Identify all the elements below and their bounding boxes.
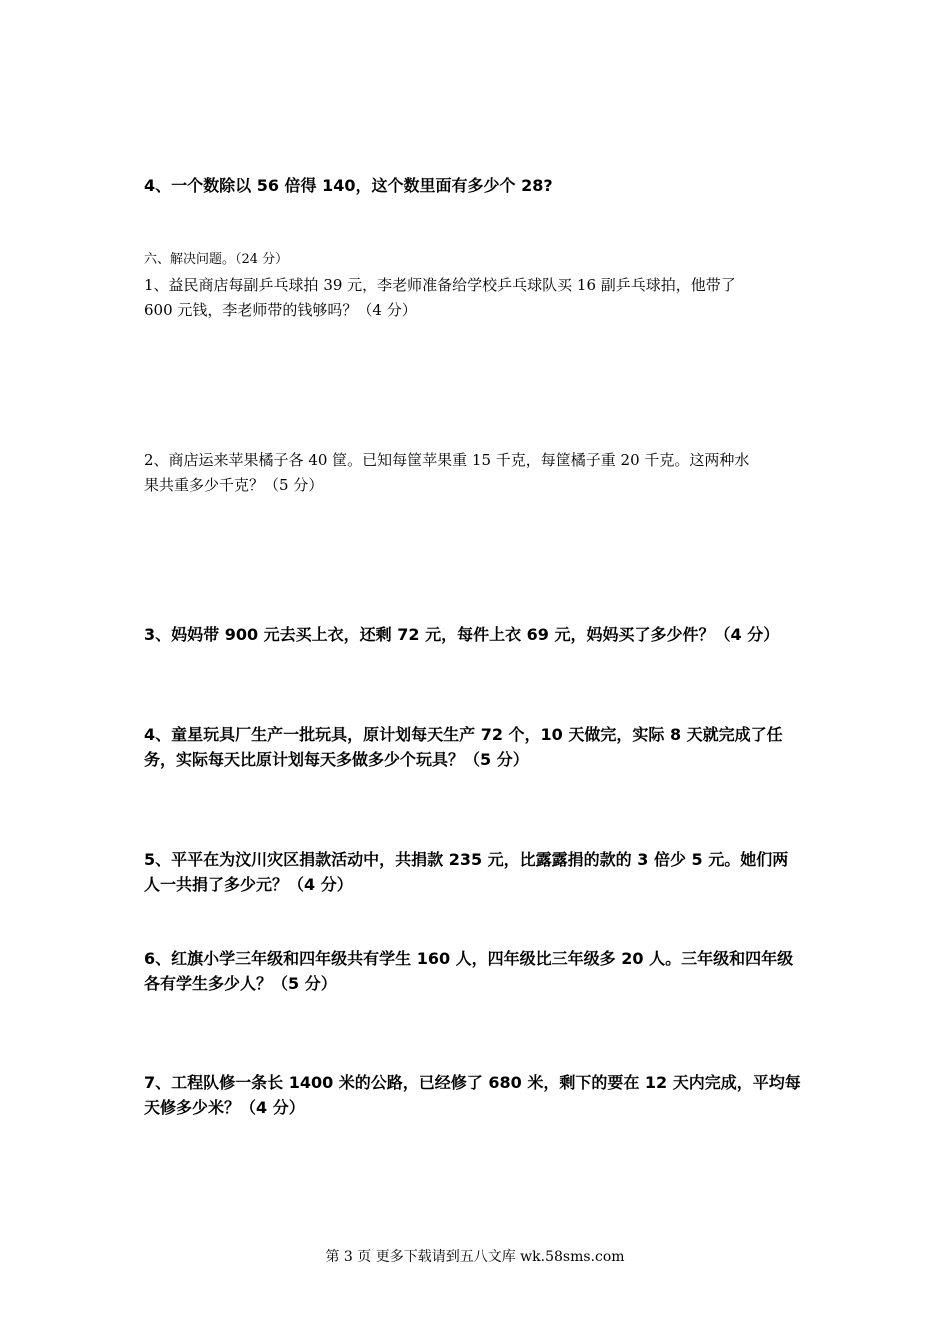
question-7-line-1: 7、工程队修一条长 1400 米的公路，已经修了 680 米，剩下的要在 12 天内完成，平均每 bbox=[144, 1073, 801, 1092]
question-6-line-1: 6、红旗小学三年级和四年级共有学生 160 人，四年级比三年级多 20 人。三年级和四年级 bbox=[144, 949, 794, 968]
question-7-line-2: 天修多少米？（4 分） bbox=[144, 1098, 305, 1117]
question-6-line-2: 各有学生多少人？（5 分） bbox=[144, 974, 337, 993]
prior-question-4: 4、一个数除以 56 倍得 140，这个数里面有多少个 28? bbox=[144, 176, 553, 195]
question-2-line-2: 果共重多少千克？（5 分） bbox=[144, 476, 324, 494]
question-1-line-1: 1、益民商店每副乒乓球拍 39 元，李老师准备给学校乒乓球队买 16 副乒乓球拍，他带了 bbox=[144, 276, 736, 294]
section-heading: 六、解决问题。（24 分） bbox=[144, 252, 289, 267]
question-4-line-1: 4、童星玩具厂生产一批玩具，原计划每天生产 72 个，10 天做完，实际 8 天就完成了任 bbox=[144, 725, 783, 744]
question-5-line-1: 5、平平在为汶川灾区捐款活动中，共捐款 235 元，比露露捐的款的 3 倍少 5 元。她们两 bbox=[144, 850, 789, 869]
question-4-line-2: 务，实际每天比原计划每天多做多少个玩具？（5 分） bbox=[144, 750, 529, 769]
page-footer: 第 3 页 更多下载请到五八文库 wk.58sms.com bbox=[325, 1249, 625, 1265]
question-2-line-1: 2、商店运来苹果橘子各 40 筐。已知每筐苹果重 15 千克，每筐橘子重 20 千克。这两种水 bbox=[144, 451, 750, 469]
question-3-line-1: 3、妈妈带 900 元去买上衣，还剩 72 元，每件上衣 69 元，妈妈买了多少件？（4 分） bbox=[144, 625, 780, 644]
question-1-line-2: 600 元钱，李老师带的钱够吗？（4 分） bbox=[144, 301, 417, 319]
question-5-line-2: 人一共捐了多少元？（4 分） bbox=[144, 875, 353, 894]
